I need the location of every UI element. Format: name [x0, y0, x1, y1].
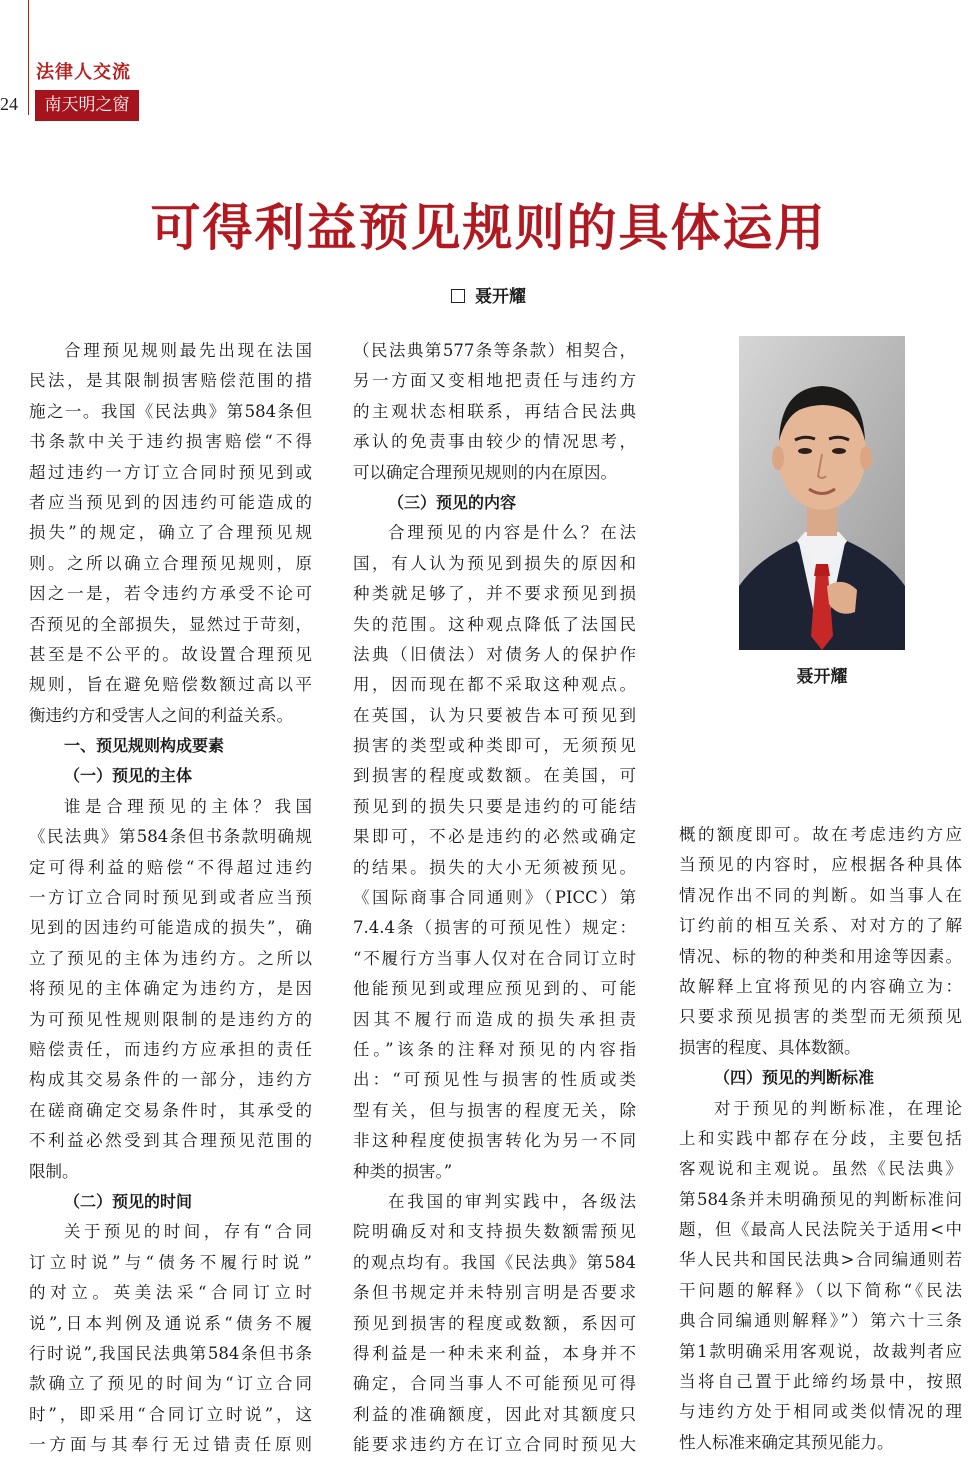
- text-line: 时”，即采用“合同订立时说”，这: [29, 1404, 312, 1424]
- text-line: 将预见的主体确定为违约方，是因: [29, 979, 312, 999]
- text-line: 失的范围。这种观点降低了法国民: [353, 614, 636, 634]
- text-line: 《民法典》第584条但书条款明确规: [29, 827, 312, 847]
- text-line: 承认的免责事由较少的情况思考，: [353, 432, 636, 452]
- text-line: 的主观状态相联系，再结合民法典: [353, 401, 636, 421]
- text-line: 出：“可预见性与损害的性质或类: [353, 1070, 636, 1090]
- text-line: 可以确定合理预见规则的内在原因。: [353, 462, 617, 482]
- text-line: 预见到的损失只要是违约的可能结: [353, 796, 636, 816]
- page-number: 24: [0, 94, 18, 114]
- text-line: 施之一。我国《民法典》第584条但: [29, 401, 312, 421]
- section-heading: （二）预见的时间: [64, 1191, 193, 1211]
- text-line: 故解释上宜将预见的内容确立为：: [679, 976, 962, 996]
- text-line: 一方订立合同时预见到或者应当预: [29, 888, 312, 908]
- text-line: 限制。: [29, 1161, 79, 1181]
- header-rule: [28, 0, 29, 115]
- text-line: 客观说和主观说。虽然《民法典》: [679, 1159, 962, 1179]
- text-line: 性人标准来确定其预见能力。: [679, 1432, 894, 1452]
- text-line: 他能预见到或理应预见到的、可能: [353, 979, 636, 999]
- text-line: 利益的准确额度，因此对其额度只: [353, 1404, 636, 1424]
- byline: [0, 282, 977, 307]
- text-line: 当将自己置于此缔约场景中，按照: [679, 1372, 962, 1392]
- text-line: 合理预见规则最先出现在法国: [64, 341, 312, 360]
- section-heading: （一）预见的主体: [64, 766, 193, 786]
- text-line: 另一方面又变相地把责任与违约方: [353, 371, 636, 391]
- text-line: 用，因而现在都不采取这种观点。: [353, 675, 636, 695]
- text-line: 的结果。损失的大小无须被预见。: [353, 857, 636, 877]
- text-line: 与违约方处于相同或类似情况的理: [679, 1402, 962, 1422]
- text-line: “不履行方当事人仅对在合同订立时: [353, 948, 636, 968]
- author-photo: [739, 336, 905, 650]
- text-line: 的对立。英美法采“合同订立时: [29, 1283, 312, 1303]
- text-line: 超过违约一方订立合同时预见到或: [29, 462, 312, 482]
- text-line: 果即可，不必是违约的必然或确定: [353, 827, 636, 847]
- text-line: 为可预见性规则限制的是违约方的: [29, 1009, 312, 1029]
- text-line: 上和实践中都存在分歧，主要包括: [679, 1128, 962, 1148]
- byline-box-icon: [451, 289, 465, 303]
- text-line: （民法典第577条等条款）相契合，: [353, 341, 636, 360]
- photo-caption: 聂开耀: [796, 667, 848, 687]
- text-column-3: [679, 820, 962, 1458]
- text-line: 只要求预见损害的类型而无须预见: [679, 1007, 962, 1027]
- text-line: 衡违约方和受害人之间的利益关系。: [29, 705, 293, 725]
- text-line: 概的额度即可。故在考虑违约方应: [679, 825, 962, 844]
- section-label: 法律人交流: [36, 62, 131, 83]
- text-line: 情况作出不同的判断。如当事人在: [679, 885, 962, 905]
- text-line: 甚至是不公平的。故设置合理预见: [29, 644, 312, 664]
- text-line: 典合同编通则解释》”）第六十三条: [679, 1311, 962, 1331]
- text-line: 型有关，但与损害的程度无关，除: [353, 1100, 636, 1120]
- text-line: 损害的程度、具体数额。: [679, 1037, 861, 1057]
- text-line: 国，有人认为预见到损失的原因和: [353, 553, 636, 573]
- text-column-1: [29, 336, 312, 1460]
- text-line: 因其不履行而造成的损失承担责: [353, 1009, 636, 1029]
- text-line: 种类就足够了，并不要求预见到损: [353, 584, 636, 604]
- text-line: 在我国的审判实践中，各级法: [388, 1191, 636, 1211]
- text-line: 谁是合理预见的主体？我国: [64, 796, 312, 816]
- text-line: 说”,日本判例及通说系“债务不履: [29, 1313, 312, 1333]
- text-line: 因之一是，若令违约方承受不论可: [29, 584, 312, 604]
- text-line: 书条款中关于违约损害赔偿“不得: [29, 432, 312, 452]
- text-line: 者应当预见到的因违约可能造成的: [29, 492, 312, 512]
- text-line: 法典（旧债法）对债务人的保护作: [353, 644, 636, 664]
- text-line: 确定，合同当事人不可能预见可得: [353, 1374, 636, 1394]
- text-line: 民法，是其限制损害赔偿范围的措: [29, 371, 312, 391]
- section-heading: （四）预见的判断标准: [714, 1068, 875, 1088]
- text-line: 不利益必然受到其合理预见范围的: [29, 1131, 312, 1151]
- text-line: 构成其交易条件的一部分，违约方: [29, 1070, 312, 1090]
- text-line: 规则，旨在避免赔偿数额过高以平: [29, 675, 312, 695]
- author-name: 聂开耀: [475, 287, 526, 307]
- text-line: 赔偿责任，而违约方应承担的责任: [29, 1039, 312, 1059]
- text-line: 情况、标的物的种类和用途等因素。: [679, 946, 962, 966]
- text-line: 损害的类型或种类即可，无须预见: [353, 736, 636, 756]
- text-line: 款确立了预见的时间为“订立合同: [29, 1374, 312, 1394]
- text-line: 得利益是一种未来利益，本身并不: [353, 1343, 636, 1363]
- text-line: 关于预见的时间，存有“合同: [64, 1222, 312, 1242]
- text-line: 行时说”,我国民法典第584条但书条: [29, 1343, 312, 1363]
- text-line: 第1款明确采用客观说，故裁判者应: [679, 1341, 962, 1361]
- text-line: 立了预见的主体为违约方。之所以: [29, 948, 312, 968]
- text-line: 订约前的相互关系、对对方的了解: [679, 916, 962, 936]
- text-line: 的观点均有。我国《民法典》第584: [353, 1252, 636, 1272]
- text-line: 任。”该条的注释对预见的内容指: [353, 1039, 636, 1059]
- text-line: 预见到损害的程度或数额，系因可: [353, 1313, 636, 1333]
- text-line: 定可得利益的赔偿“不得超过违约: [29, 857, 312, 877]
- text-line: 种类的损害。”: [353, 1161, 453, 1181]
- article-title: 可得利益预见规则的具体运用: [150, 199, 827, 257]
- text-line: 到损害的程度或数额。在美国，可: [353, 766, 636, 786]
- text-line: 见到的因违约可能造成的损失”，确: [29, 918, 312, 938]
- text-line: 则。之所以确立合理预见规则，原: [29, 553, 312, 573]
- text-line: 在磋商确定交易条件时，其承受的: [29, 1100, 312, 1120]
- text-line: 能要求违约方在订立合同时预见大: [353, 1435, 636, 1455]
- text-line: 一方面与其奉行无过错责任原则: [29, 1435, 312, 1455]
- text-line: 条但书规定并未特别言明是否要求: [353, 1283, 636, 1303]
- text-line: 干问题的解释》（以下简称“《民法: [679, 1280, 962, 1300]
- text-line: 订立时说”与“债务不履行时说”: [29, 1252, 312, 1272]
- text-column-2: [353, 336, 636, 1460]
- text-line: 题，但《最高人民法院关于适用<中: [679, 1220, 962, 1240]
- text-line: 否预见的全部损失，显然过于苛刻，: [29, 614, 312, 634]
- text-line: 7.4.4条（损害的可预见性）规定：: [353, 918, 636, 938]
- text-line: 非这种程度使损害转化为另一不同: [353, 1131, 636, 1151]
- text-line: 华人民共和国民法典>合同编通则若: [679, 1250, 962, 1270]
- section-heading: 一、预见规则构成要素: [64, 736, 225, 756]
- text-line: 对于预见的判断标准，在理论: [714, 1098, 962, 1118]
- text-line: 第584条并未明确预见的判断标准问: [679, 1189, 962, 1209]
- text-line: 《国际商事合同通则》（PICC）第: [353, 888, 636, 908]
- text-line: 当预见的内容时，应根据各种具体: [679, 855, 962, 875]
- section-heading: （三）预见的内容: [388, 492, 517, 512]
- text-line: 损失”的规定，确立了合理预见规: [29, 523, 312, 543]
- text-line: 合理预见的内容是什么？在法: [388, 523, 636, 543]
- text-line: 在英国，认为只要被告本可预见到: [353, 705, 636, 725]
- text-line: 院明确反对和支持损失数额需预见: [353, 1222, 636, 1242]
- column-tag: 南天明之窗: [35, 90, 139, 121]
